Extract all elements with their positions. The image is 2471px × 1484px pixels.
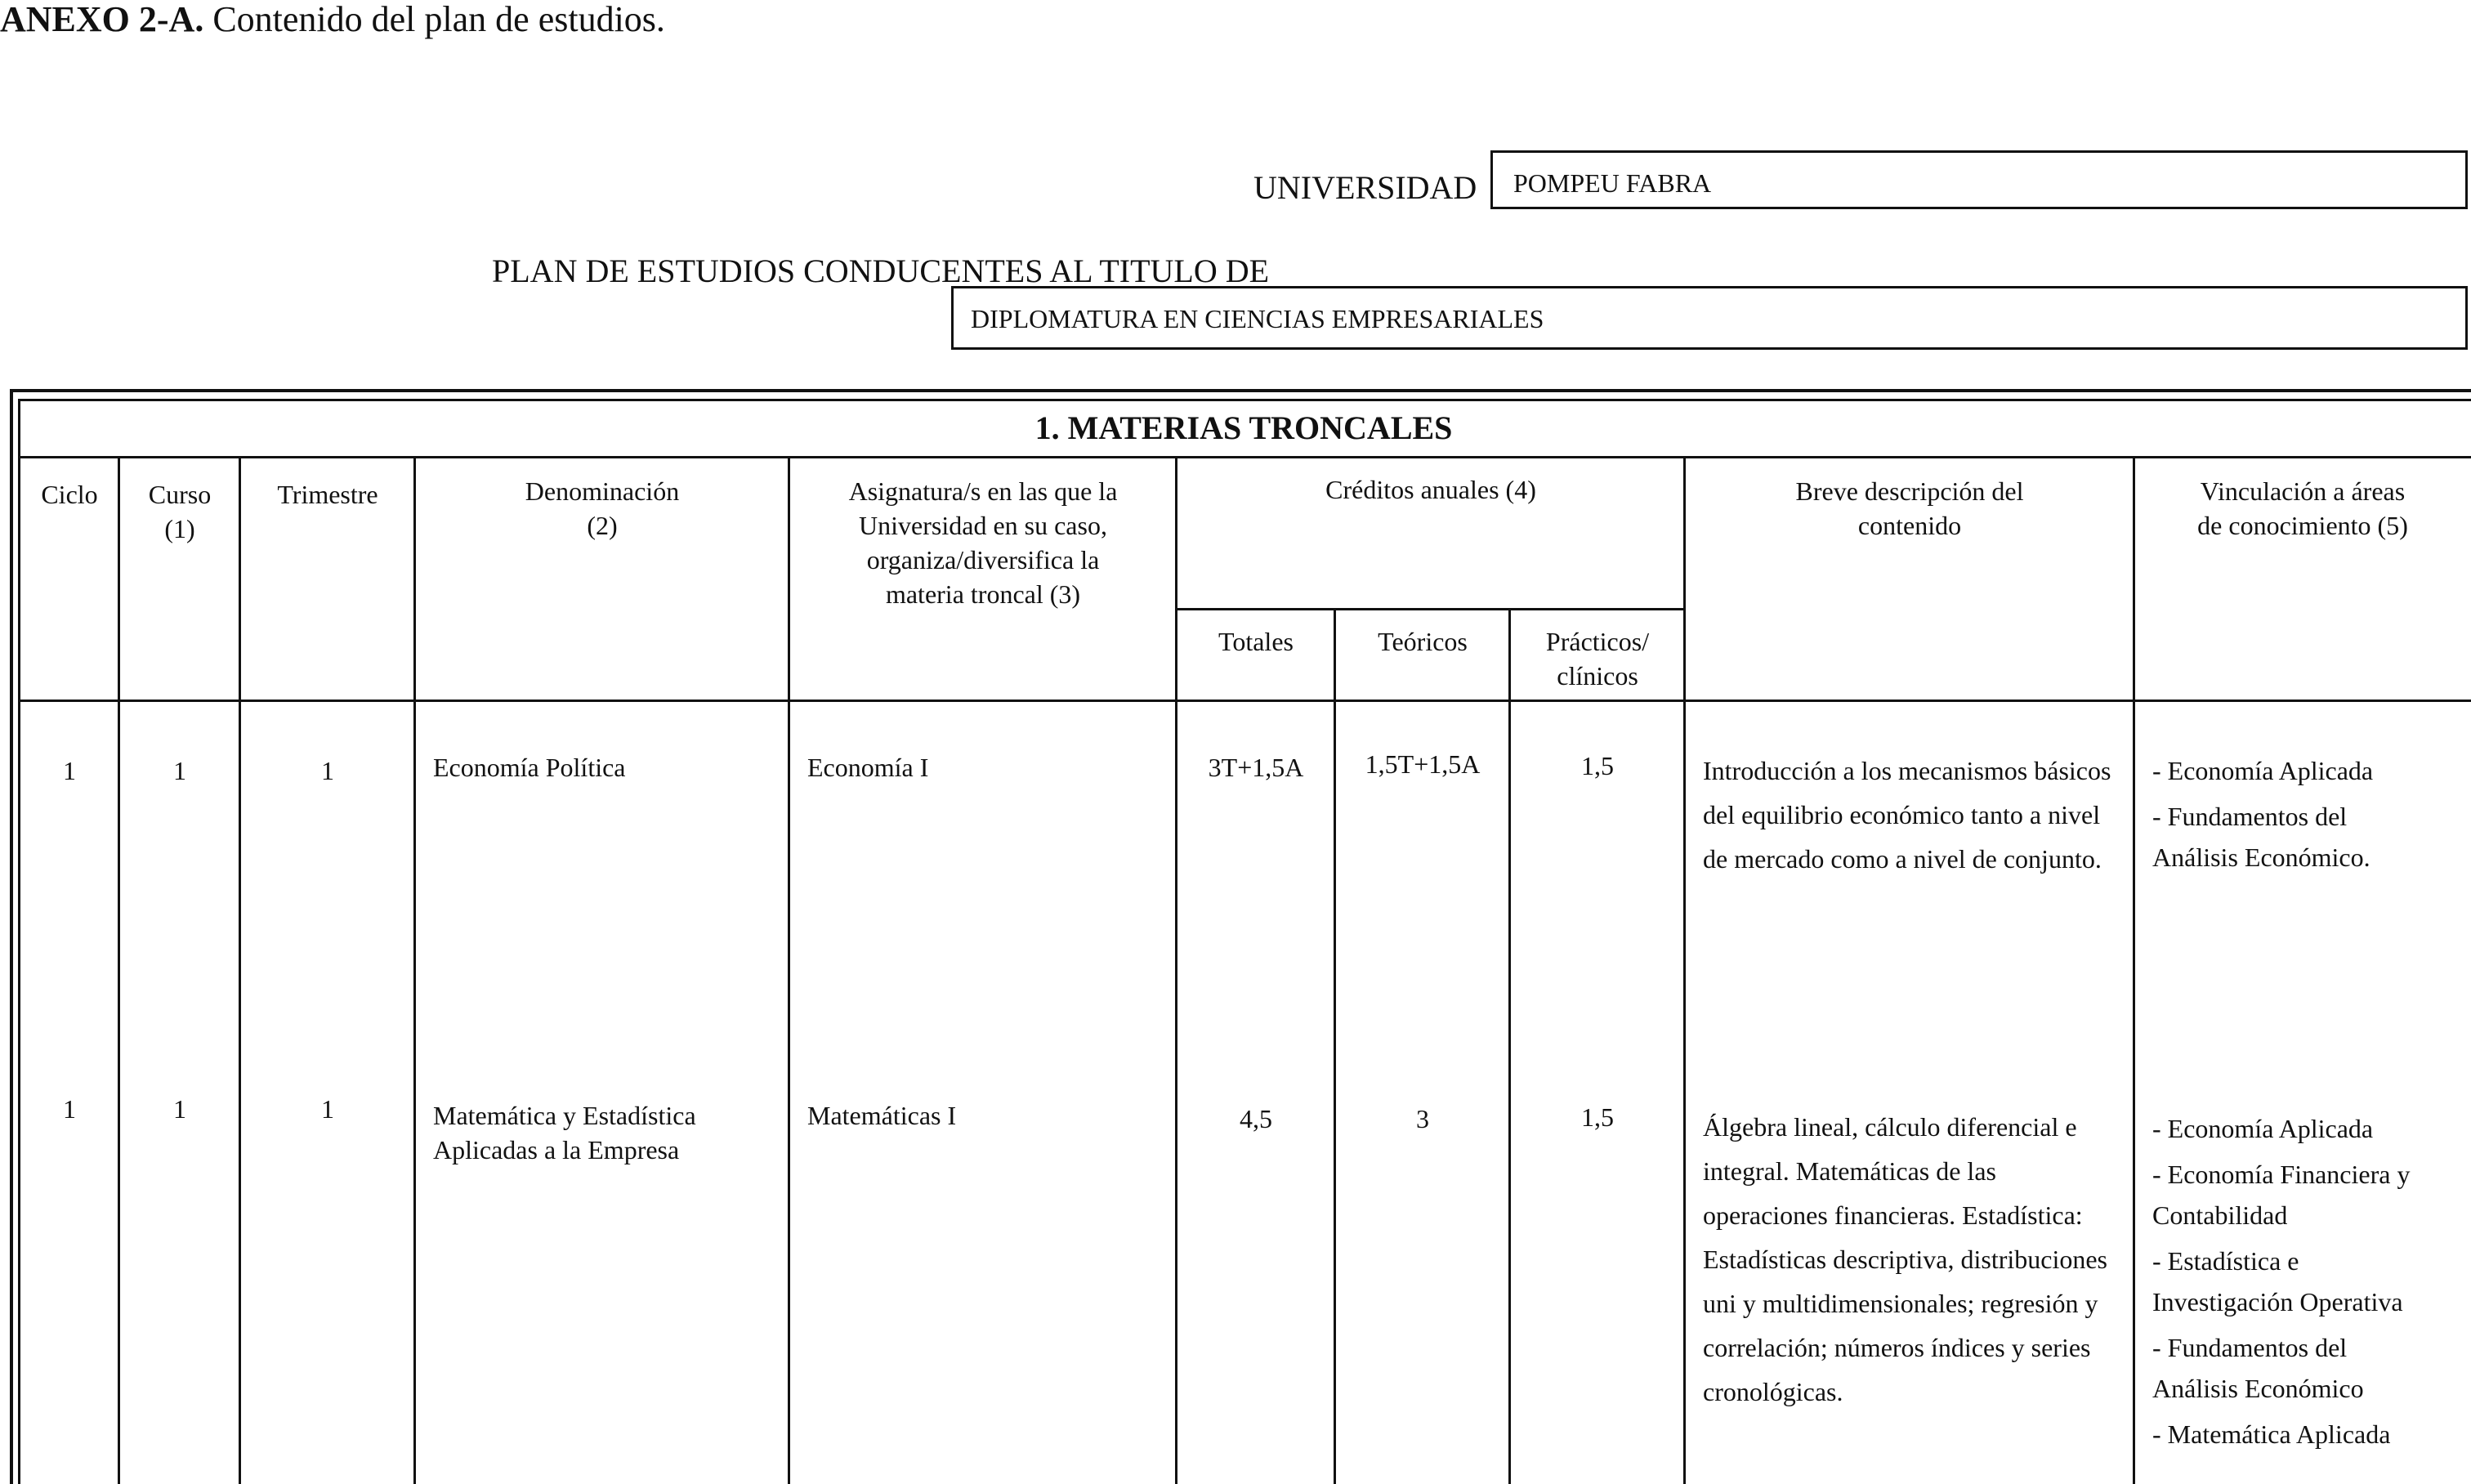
col-divider-teoricos [1508,608,1511,1484]
col-header-asignatura: Asignatura/s en las que la Universidad en su caso, organiza/diversifica la materia troncal (3) [848,476,1118,609]
row1-denominacion: Economía Política [433,753,626,782]
titulo-value: DIPLOMATURA EN CIENCIAS EMPRESARIALES [971,304,1544,333]
col-divider-creditos [1683,456,1686,1484]
row2-teoricos: 3 [1416,1104,1429,1133]
row1-descripcion: Introducción a los mecanismos básicos del equilibrio económico tanto a nivel de mercado como a nivel de conjunto. [1703,756,2111,874]
table-inner-top-border [18,399,2471,401]
row1-vinculacion-item: - Fundamentos del Análisis Económico. [2152,802,2370,872]
col-divider-trimestre [413,456,416,1484]
row1-teoricos: 1,5T+1,5A [1365,749,1481,779]
row1-vinculacion [2152,750,2430,883]
row2-vinculacion-item: - Matemática Aplicada [2152,1419,2391,1449]
col-header-descripcion: Breve descripción del contenido [1795,476,2024,540]
row2-vinculacion [2152,1108,2430,1459]
universidad-label: UNIVERSIDAD [1253,169,1477,206]
row2-vinculacion-item: - Economía Aplicada [2152,1114,2374,1143]
annex-title-rest: Contenido del plan de estudios. [203,0,665,39]
row2-curso: 1 [173,1094,186,1124]
row2-totales: 4,5 [1240,1104,1272,1133]
table-inner-left-border [18,399,20,1484]
col-header-practicos: Prácticos/ clínicos [1545,627,1650,691]
row2-vinculacion-item: - Economía Financiera y Contabilidad [2152,1160,2411,1230]
row2-vinculacion-item: - Fundamentos del Análisis Económico [2152,1333,2364,1403]
col-header-ciclo: Ciclo [41,480,98,509]
row1-trimestre: 1 [321,756,334,785]
row1-asignatura: Economía I [807,753,929,782]
row1-curso: 1 [173,756,186,785]
col-divider-ciclo [118,456,120,1484]
col-divider-asignatura [1175,456,1177,1484]
col-header-teoricos: Teóricos [1378,627,1468,656]
section-title: 1. MATERIAS TRONCALES [1034,409,1453,446]
col-header-denominacion: Denominación (2) [525,476,680,540]
row1-totales: 3T+1,5A [1208,753,1304,782]
creditos-subheader-rule [1177,608,1683,610]
annex-title-bold: ANEXO 2-A. [0,0,204,39]
col-header-vinculacion: Vinculación a áreas de conocimiento (5) [2197,476,2408,540]
header-bottom-rule [18,700,2471,702]
row2-asignatura: Matemáticas I [807,1101,957,1130]
row2-descripcion: Álgebra lineal, cálculo diferencial e integral. Matemáticas de las operaciones financieras. Estadística: Estadísticas descriptiva, distribuciones uni y multidimensionales; regresión y correlación; números índices y series cronológicas. [1703,1112,2107,1406]
row2-ciclo: 1 [63,1094,76,1124]
row2-vinculacion-item: - Estadística e Investigación Operativa [2152,1246,2403,1316]
row1-vinculacion-item: - Economía Aplicada [2152,756,2374,785]
row2-denominacion: Matemática y Estadística Aplicadas a la Empresa [433,1101,696,1164]
col-header-trimestre: Trimestre [277,480,378,509]
header-top-rule [18,456,2471,458]
row1-practicos: 1,5 [1581,751,1614,780]
row2-practicos: 1,5 [1581,1102,1614,1132]
annex-title [0,0,665,39]
col-header-curso: Curso (1) [148,480,212,543]
col-divider-descripcion [2133,456,2135,1484]
row1-ciclo: 1 [63,756,76,785]
universidad-value: POMPEU FABRA [1513,168,1712,198]
row2-trimestre: 1 [321,1094,334,1124]
col-divider-denominacion [788,456,790,1484]
col-header-creditos: Créditos anuales (4) [1325,475,1536,504]
plan-label: PLAN DE ESTUDIOS CONDUCENTES AL TITULO DE [492,253,1270,289]
col-divider-totales [1334,608,1336,1484]
col-header-totales: Totales [1218,627,1294,656]
col-divider-curso [239,456,241,1484]
